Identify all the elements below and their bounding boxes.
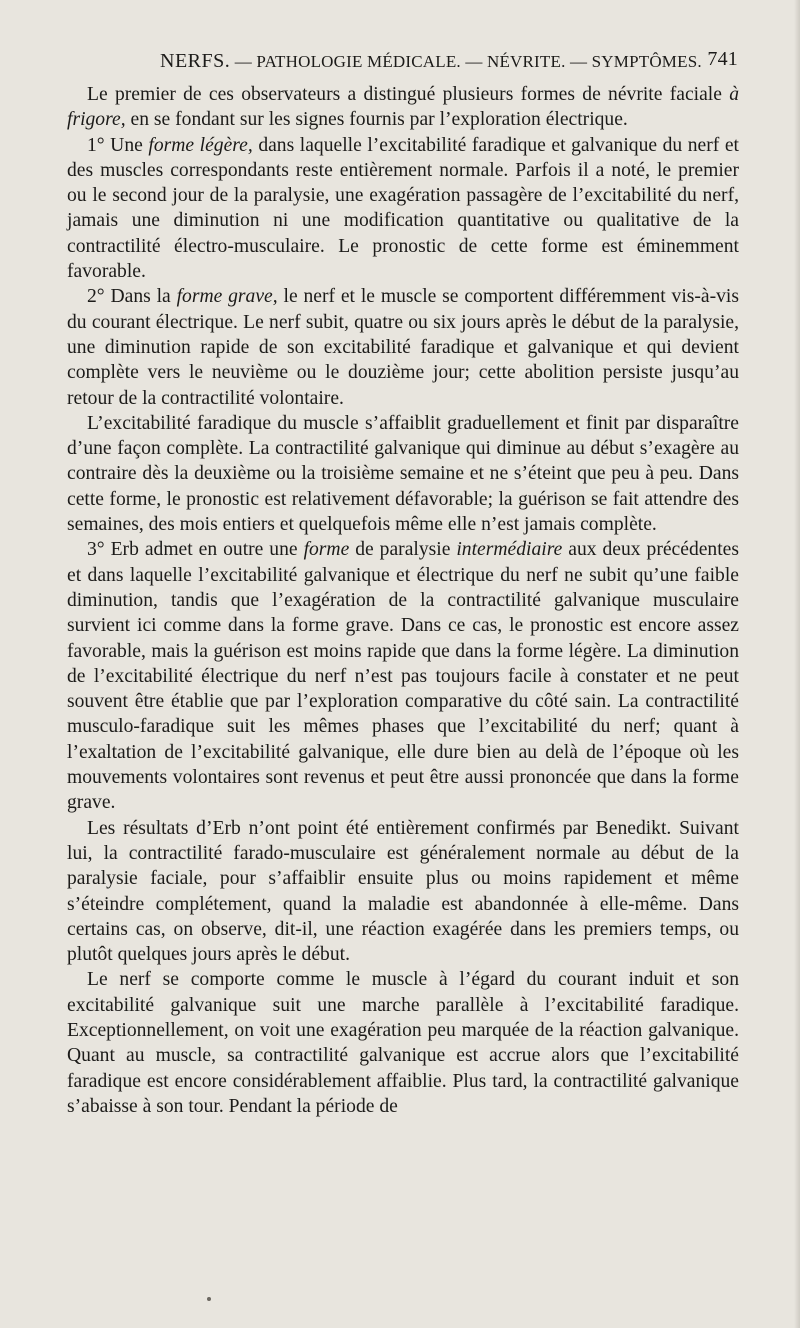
paragraph-5 <box>67 537 739 815</box>
paragraph-3 <box>67 284 739 410</box>
header-subtitle: — PATHOLOGIE MÉDICALE. — NÉVRITE. — SYMPTÔMES. <box>230 52 702 71</box>
body-text <box>67 82 739 1119</box>
ink-speck <box>207 1297 211 1301</box>
italic-term: intermédiaire <box>456 539 563 561</box>
running-header <box>160 48 740 76</box>
italic-term: à frigore, <box>67 84 739 131</box>
italic-term: forme grave, <box>176 286 278 308</box>
paragraph-6: Les résultats d’Erb n’ont point été entièrement confirmés par Benedikt. Suivant lui, la contractilité farado-musculaire est généralement normale au début de la paralysie faciale, pour s’affaiblir ensuite plus ou moins rapidement et même s’éteindre complétement, quand la maladie est abandonnée à elle-même. Dans certains cas, on observe, dit-il, une réaction exagérée dans les premiers temps, ou plutôt quelques jours après le début. <box>67 817 739 966</box>
page-number: 741 <box>707 48 738 70</box>
italic-term: forme <box>303 539 350 561</box>
text-run: Le premier de ces observateurs a distingué plusieurs formes de névrite faciale <box>87 84 730 105</box>
page-edge-shadow <box>794 0 800 1328</box>
text-run: le nerf et le muscle se comportent différemment vis-à-vis du courant électrique. Le nerf subit, quatre ou six jours après le début de la paralysie, une diminution rapide de son excitabilité faradique et galvanique et qui devient complète vers le neuvième ou le douzième jour; cette abolition persiste jusqu’au retour de la contractilité volontaire. <box>67 286 740 409</box>
italic-term: forme légère, <box>148 134 253 156</box>
text-run: en se fondant sur les signes fournis par l’exploration électrique. <box>125 109 628 131</box>
paragraph-1 <box>67 82 739 133</box>
text-run: dans laquelle l’excitabilité faradique et galvanique du nerf et des muscles correspondants reste entièrement normale. Parfois il a noté, le premier ou le second jour de la paralysie, une exagération passagère de l’excitabilité du nerf, jamais une diminution ni une modification quantitative ou qualitative de la contractilité électro-musculaire. Le pronostic de cette forme est éminemment favorable. <box>67 134 739 283</box>
text-run: 1° Une <box>87 134 149 156</box>
paragraph-2 <box>67 133 739 285</box>
paragraph-7: Le nerf se comporte comme le muscle à l’égard du courant induit et son excitabilité galvanique suit une marche parallèle à l’excitabilité faradique. Exceptionnellement, on voit une exagération peu marquée de la réaction galvanique. Quant au muscle, sa contractilité galvanique est accrue alors que l’excitabilité faradique est encore considérablement affaiblie. Plus tard, la contractilité galvanique s’abaisse à son tour. Pendant la période de <box>67 969 739 1117</box>
text-run: 3° Erb admet en outre une <box>87 539 304 561</box>
text-run: aux deux précédentes et dans laquelle l’excitabilité galvanique et électrique du nerf ne subit qu’une faible diminution, tandis que l’exagération de la contractilité galvanique musculaire survient ici comme dans la forme grave. Dans ce cas, le pronostic est encore assez favorable, mais la guérison est moins rapide que dans la forme légère. La diminution de l’excitabilité électrique du nerf n’est pas toujours facile à constater et ne peut souvent être établie que par l’exploration comparative du côté sain. La contractilité musculo-faradique suit les mêmes phases que l’excitabilité du nerf; quant à l’exaltation de l’excitabilité galvanique, elle dure bien au delà de l’époque où les mouvements volontaires sont revenus et peut être aussi prononcée que dans la forme grave. <box>67 539 739 814</box>
header-nerfs: NERFS. <box>160 50 231 72</box>
text-run: de paralysie <box>349 539 457 561</box>
paragraph-4: L’excitabilité faradique du muscle s’affaiblit graduellement et finit par disparaître d’une façon complète. La contractilité galvanique qui diminue au début s’exagère au contraire dès la deuxième ou la troisième semaine et ne s’éteint que peu à peu. Dans cette forme, le pronostic est relativement défavorable; la guérison se fait attendre des semaines, des mois entiers et quelquefois même elle n’est jamais complète. <box>67 412 739 536</box>
header-title <box>160 50 702 73</box>
text-run: 2° Dans la <box>87 286 177 308</box>
